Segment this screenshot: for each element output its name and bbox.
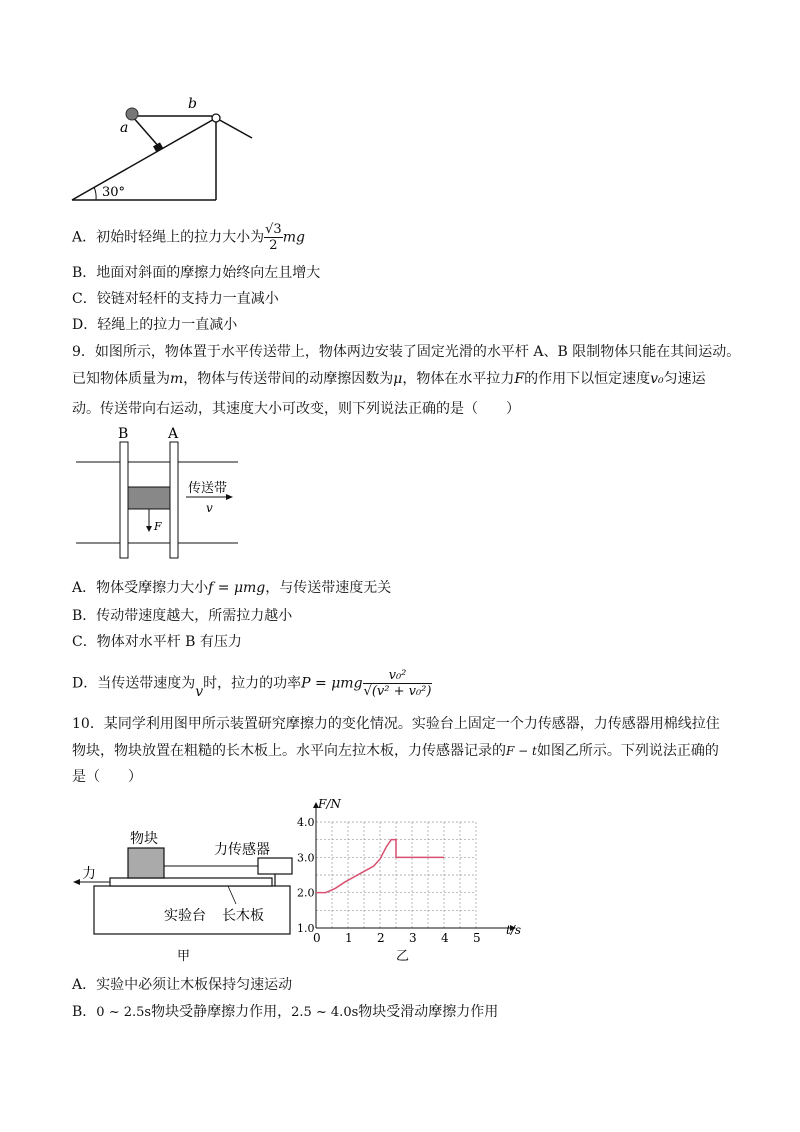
q9-option-d-text: D．当传送带速度为 <box>72 675 196 692</box>
q9-stem-line2 <box>72 369 706 389</box>
q9-fraction-den: √(v² + v₀²) <box>363 684 432 699</box>
y-axis-label: F/N <box>318 797 341 811</box>
q8-option-a-text: A．初始时轻绳上的拉力大小为 <box>72 229 265 246</box>
x-tick-label: 1 <box>345 931 353 945</box>
force-label: F <box>154 520 162 533</box>
q8-option-a-fraction <box>264 222 283 253</box>
x-tick-label: 0 <box>313 931 321 945</box>
rod-a-label: A <box>168 426 179 442</box>
y-tick-label: 4.0 <box>297 816 315 829</box>
angle-label: 30° <box>102 185 126 200</box>
q10-stem-Ft: F − t <box>506 744 537 758</box>
q10-stem-l2b: 如图乙所示。下列说法正确的 <box>536 743 719 759</box>
q10-option-b-text: B． <box>72 1004 97 1020</box>
conveyor-figure <box>70 422 250 567</box>
q9-option-d-fraction <box>363 668 433 699</box>
q10-option-b-range2: 2.5 ~ 4.0s <box>291 1005 359 1020</box>
rod-b-label: B <box>118 426 129 442</box>
q9-option-a-text: A．物体受摩擦力大小 <box>72 580 209 596</box>
q9-option-d-mid: 时，拉力的功率 <box>203 675 302 692</box>
q10-stem-line2 <box>72 741 719 761</box>
x-tick-label: 5 <box>473 931 481 945</box>
pull-force-label: 力 <box>82 866 96 882</box>
apparatus-figure <box>70 828 300 970</box>
q9-stem-l2a: 已知物体质量为 <box>72 371 170 387</box>
chart-ticks <box>297 816 481 945</box>
q8-option-b: B．地面对斜面的摩擦力始终向左且增大 <box>72 265 321 281</box>
label-b: b <box>188 96 197 112</box>
block-label: 物块 <box>130 831 158 847</box>
q10-option-a: A．实验中必须让木板保持匀速运动 <box>72 977 293 993</box>
q8-option-d: D．轻绳上的拉力一直减小 <box>72 317 238 333</box>
q8-fraction-num: √3 <box>265 222 282 237</box>
q9-symbol-v0: v₀ <box>650 371 664 387</box>
belt-label: 传送带 <box>188 481 228 496</box>
belt-velocity-label: v <box>206 501 213 515</box>
board-label: 长木板 <box>222 908 264 924</box>
x-axis-label: t/s <box>506 923 522 937</box>
q10-stem-l2a: 物块，物块放置在粗糙的长木板上。水平向左拉木板，力传感器记录的 <box>72 743 506 759</box>
chart-grid <box>316 822 476 928</box>
q9-option-d-eq: P = μmg <box>301 675 363 692</box>
q9-option-d-v: v <box>195 683 204 700</box>
x-tick-label: 2 <box>377 931 385 945</box>
y-tick-label: 1.0 <box>297 922 315 935</box>
y-tick-label: 2.0 <box>297 886 315 900</box>
q8-option-a-mg: mg <box>282 229 305 246</box>
q9-stem-l2b: ，物体与传送带间的动摩擦因数为 <box>183 371 394 387</box>
q9-symbol-mu: μ <box>393 371 403 387</box>
q10-option-b <box>72 1002 498 1023</box>
q10-stem-line1: 10．某同学利用图甲所示装置研究摩擦力的变化情况。实验台上固定一个力传感器，力传感器用棉线拉住 <box>72 716 720 732</box>
q9-option-a-post: ，与传送带速度无关 <box>265 580 392 596</box>
q8-option-c: C．铰链对轻杆的支持力一直减小 <box>72 291 279 307</box>
force-time-chart <box>296 794 536 966</box>
q9-option-b: B．传动带速度越大，所需拉力越小 <box>72 608 293 624</box>
q9-stem-l2e: 匀速运 <box>663 371 706 387</box>
q9-stem-l2c: ，物体在水平拉力 <box>402 371 515 387</box>
bench-label: 实验台 <box>164 908 206 924</box>
q9-stem-l2d: 的作用下以恒定速度 <box>524 371 651 387</box>
q9-option-d <box>72 668 432 699</box>
q9-option-a <box>72 578 391 598</box>
q10-option-b-post: 物块受滑动摩擦力作用 <box>358 1004 499 1020</box>
chart-axes <box>313 802 516 931</box>
q8-fraction-den: 2 <box>269 238 278 253</box>
figure-yi-caption: 乙 <box>396 949 410 964</box>
q9-option-c: C．物体对水平杆 B 有压力 <box>72 634 242 650</box>
x-tick-label: 4 <box>441 931 449 945</box>
x-tick-label: 3 <box>409 931 417 945</box>
q10-option-b-range1: 0 ~ 2.5s <box>96 1005 152 1020</box>
y-tick-label: 3.0 <box>297 851 315 865</box>
q9-stem-line3: 动。传送带向右运动，其速度大小可改变，则下列说法正确的是（ ） <box>72 401 520 417</box>
q9-stem-line1: 9．如图所示，物体置于水平传送带上，物体两边安装了固定光滑的水平杆 A、B 限制物体只能在其间运动。 <box>72 344 741 360</box>
q9-symbol-F: F <box>514 371 525 387</box>
q9-option-a-eq: f = μmg <box>208 580 266 596</box>
incline-figure <box>60 90 260 210</box>
figure-jia-caption: 甲 <box>177 949 191 964</box>
label-a: a <box>120 120 129 136</box>
q9-fraction-num: v₀² <box>363 668 433 684</box>
q9-symbol-m: m <box>170 371 184 387</box>
q10-option-b-mid: 物块受静摩擦力作用， <box>151 1004 292 1020</box>
q8-option-a <box>72 222 305 253</box>
q10-stem-line3: 是（ ） <box>72 769 142 785</box>
sensor-label: 力传感器 <box>214 842 270 858</box>
